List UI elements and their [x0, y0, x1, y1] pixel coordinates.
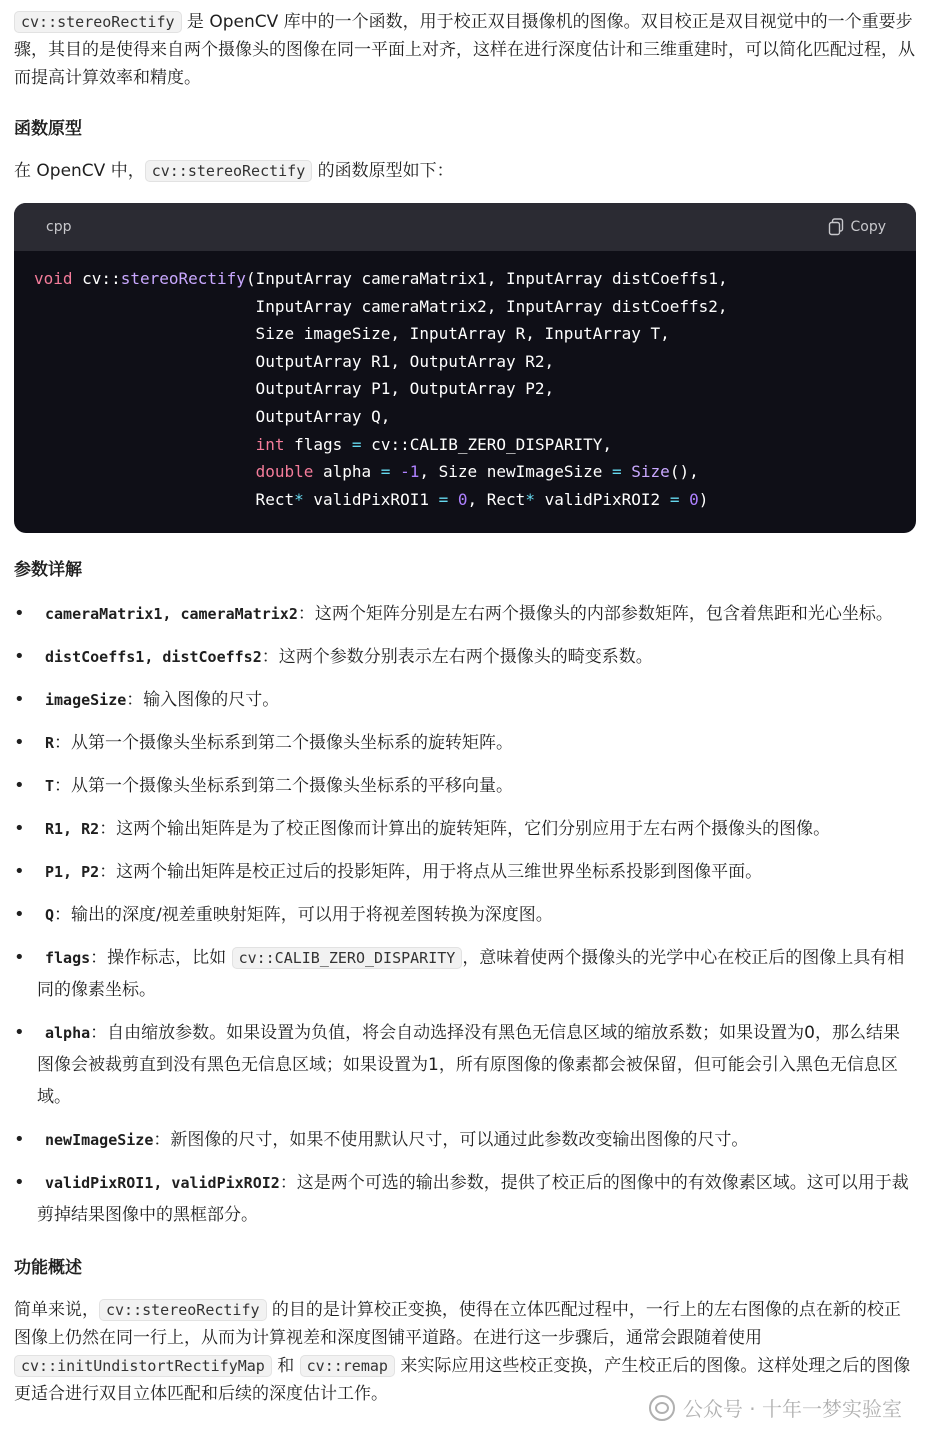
summary-paragraph: [14, 1296, 916, 1408]
prototype-intro: [14, 157, 916, 185]
list-item: [14, 813, 916, 845]
inline-code: cv::stereoRectify: [99, 1299, 267, 1321]
inline-code: cv::stereoRectify: [14, 11, 182, 33]
clipboard-icon: [828, 218, 844, 236]
param-name: Q: [45, 906, 55, 925]
param-desc: ：操作标志，比如: [90, 948, 232, 969]
param-desc: ：这是两个可选的输出参数，提供了校正后的图像中的有效像素区域。这可以用于裁剪掉结果图像中的黑框部分。: [37, 1173, 909, 1226]
watermark-text: 公众号 · 十年一梦实验室: [682, 1397, 902, 1421]
code-block: [14, 203, 916, 533]
watermark: [649, 1393, 902, 1422]
param-desc: ：从第一个摄像头坐标系到第二个摄像头坐标系的平移向量。: [54, 776, 514, 797]
text: 的目的是计算校正变换，使得在立体匹配过程中，一行上的左右图像的点在新的校正图像上仍然在同一行上，从而为计算视差和深度图铺平道路。在进行这一步骤后，通常会跟随着使用: [14, 1300, 901, 1349]
param-desc: ：这两个矩阵分别是左右两个摄像头的内部参数矩阵，包含着焦距和光心坐标。: [297, 604, 893, 625]
param-list: [14, 598, 916, 1231]
list-item: [14, 856, 916, 888]
list-item: [14, 770, 916, 802]
param-desc: ：输入图像的尺寸。: [126, 690, 280, 711]
param-name: distCoeffs1, distCoeffs2: [45, 648, 262, 667]
section-heading-summary: 功能概述: [14, 1258, 82, 1279]
text: 的函数原型如下：: [312, 161, 454, 181]
inline-code: cv::stereoRectify: [145, 160, 313, 182]
param-desc: ：从第一个摄像头坐标系到第二个摄像头坐标系的旋转矩阵。: [54, 733, 514, 754]
param-name: P1, P2: [45, 863, 100, 882]
text: 和: [271, 1356, 300, 1377]
param-desc: ：新图像的尺寸，如果不使用默认尺寸，可以通过此参数改变输出图像的尺寸。: [153, 1130, 749, 1151]
copy-button[interactable]: [828, 218, 886, 236]
list-item: [14, 1124, 916, 1156]
param-desc: ，意味着使两个摄像头的光学中心在校正后的图像上具有相同的像素坐标。: [37, 948, 905, 1001]
copy-label: Copy: [850, 219, 886, 235]
list-item: [14, 899, 916, 931]
article-content: [14, 8, 916, 1408]
param-name: T: [45, 777, 55, 796]
code-block-header: [14, 203, 916, 251]
intro-text: 是 OpenCV 库中的一个函数，用于校正双目摄像机的图像。双目校正是双目视觉中的一个重要步骤，其目的是使得来自两个摄像头的图像在同一平面上对齐，这样在进行深度估计和三维重建时，可以简化匹配过程，从而提高计算效率和精度。: [14, 12, 915, 88]
list-item: [14, 1017, 916, 1113]
list-item: [14, 641, 916, 673]
list-item: [14, 1167, 916, 1231]
param-desc: ：输出的深度/视差重映射矩阵，可以用于将视差图转换为深度图。: [54, 905, 553, 926]
text: 来实际应用这些校正变换，产生校正后的图像。这样处理之后的图像更适合进行双目立体匹配和后续的深度估计工作。: [14, 1356, 911, 1405]
list-item: [14, 727, 916, 759]
list-item: [14, 942, 916, 1006]
section-heading-params: 参数详解: [14, 560, 82, 581]
param-name: imageSize: [45, 691, 127, 710]
param-name: cameraMatrix1, cameraMatrix2: [45, 605, 298, 624]
code-content: void cv::stereoRectify(InputArray cameraMatrix1, InputArray distCoeffs1, InputArray cameraMatrix2, InputArray distCoeffs2, Size imageSize, InputArray R, InputArray T, OutputArray R1, OutputArray R2, OutputArray P1, OutputArray P2, OutputArray Q, int flags = cv::CALIB_ZERO_DISPARITY, double alpha = -1, Size newImageSize = Size(), Rect* validPixROI1 = 0, Rect* validPixROI2 = 0): [34, 269, 728, 509]
param-desc: ：这两个输出矩阵是为了校正图像而计算出的旋转矩阵，它们分别应用于左右两个摄像头的图像。: [99, 819, 831, 840]
param-name: R1, R2: [45, 820, 100, 839]
inline-code: cv::initUndistortRectifyMap: [14, 1355, 272, 1377]
intro-paragraph: [14, 8, 916, 92]
inline-code: cv::remap: [300, 1355, 395, 1377]
param-name: alpha: [45, 1024, 91, 1043]
param-name: R: [45, 734, 55, 753]
list-item: [14, 598, 916, 630]
param-name: flags: [45, 949, 91, 968]
code-language-label: cpp: [46, 219, 72, 235]
param-name: newImageSize: [45, 1131, 154, 1150]
param-desc: ：这两个参数分别表示左右两个摄像头的畸变系数。: [261, 647, 653, 668]
section-heading-prototype: 函数原型: [14, 119, 82, 139]
text: 在 OpenCV 中，: [14, 161, 145, 181]
wechat-icon: [649, 1395, 675, 1421]
text: 简单来说，: [14, 1300, 99, 1321]
param-desc: ：这两个输出矩阵是校正过后的投影矩阵，用于将点从三维世界坐标系投影到图像平面。: [99, 862, 763, 883]
param-desc: ：自由缩放参数。如果设置为负值，将会自动选择没有黑色无信息区域的缩放系数；如果设置为0，那么结果图像会被裁剪直到没有黑色无信息区域；如果设置为1，所有原图像的像素都会被保留，但可能会引入黑色无信息区域。: [37, 1023, 900, 1108]
list-item: [14, 684, 916, 716]
param-name: validPixROI1, validPixROI2: [45, 1174, 280, 1193]
inline-code: cv::CALIB_ZERO_DISPARITY: [232, 947, 463, 969]
